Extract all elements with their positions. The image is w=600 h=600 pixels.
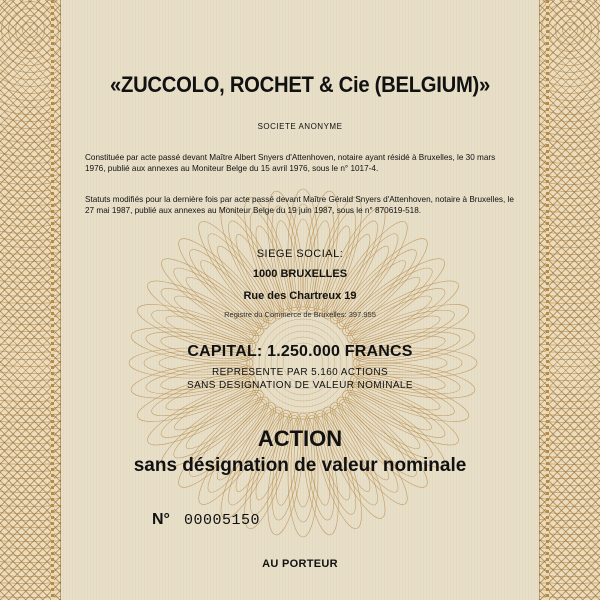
company-form: SOCIETE ANONYME — [257, 122, 343, 131]
certificate-number — [152, 511, 452, 529]
share-nominal-note: SANS DESIGNATION DE VALEUR NOMINALE — [187, 380, 413, 391]
registered-office-city: 1000 BRUXELLES — [252, 268, 348, 280]
guilloche-rosette — [118, 178, 488, 548]
incorporation-notice: Constituée par acte passé devant Maître Albert Snyers d'Attenhoven, notaire ayant résidé à Bruxelles, le 30 mars 1976, publié aux annexes au Moniteur Belge du 15 avril 1976, sous le n° 1017-4. — [85, 153, 496, 173]
action-title: ACTION — [257, 426, 343, 451]
number-value: 00005150 — [183, 512, 260, 529]
left-border-stripe — [51, 0, 54, 600]
number-prefix: N° — [152, 511, 170, 528]
capital-amount: CAPITAL: 1.250.000 FRANCS — [187, 343, 413, 360]
action-subtitle: sans désignation de valeur nominale — [133, 455, 467, 476]
right-guilloche-border — [539, 0, 600, 600]
share-count: REPRESENTE PAR 5.160 ACTIONS — [211, 367, 389, 378]
right-border-stripe — [546, 0, 549, 600]
amendment-notice: Statuts modifiés pour la dernière fois par acte passé devant Maître Gérald Snyers d'Attenhoven, notaire à Bruxelles, le 27 mai 1987, publié aux annexes au Moniteur Belge du 19 juin 1987, sous le n° 870619-518. — [85, 195, 514, 215]
company-name: «ZUCCOLO, ROCHET & Cie (BELGIUM)» — [110, 72, 490, 97]
left-guilloche-border — [0, 0, 61, 600]
bearer-label: AU PORTEUR — [262, 558, 338, 570]
registered-office-street: Rue des Chartreux 19 — [243, 290, 357, 302]
registered-office-label: SIEGE SOCIAL: — [256, 248, 344, 260]
commerce-registry: Registre du Commerce de Bruxelles: 397.955 — [224, 310, 376, 319]
